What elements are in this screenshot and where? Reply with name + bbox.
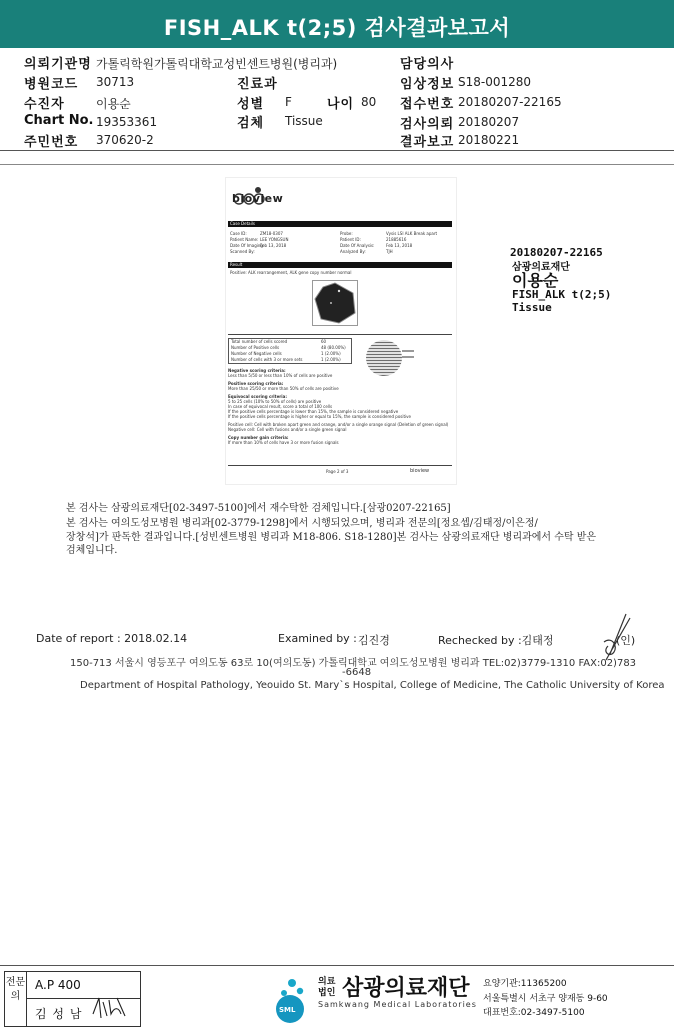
attending-label: 담당의사	[400, 57, 455, 72]
criteria-line: 5 to 25 cells (10% to 50% of cells) are positive	[228, 399, 322, 404]
criteria-line: Negative cell: Cell with fusions and/or a single green signal	[228, 427, 347, 432]
analyzed-by-value: TJH	[386, 249, 393, 254]
table-row-label: Number of Positive cells	[231, 345, 280, 350]
sml-logo	[270, 971, 310, 1023]
result-divider	[228, 334, 452, 335]
page-divider	[228, 465, 452, 466]
sticker-line3: 이용순	[512, 271, 559, 290]
criteria-line: Copy number gain criteria:	[228, 435, 289, 440]
patient-name-value: LEE YONGSUN	[260, 237, 289, 242]
criteria-line: More than 25/50 or more than 50% of cells are positive	[228, 386, 339, 391]
korean-text-line: 본 검사는 여의도성모병원 병리과[02-3779-1298]에서 시행되었으며, 병리과 전문의[정요셉/김태정/이은정/	[66, 518, 538, 529]
criteria-line: If more than 10% of cells have 3 or more fusion signals	[228, 440, 339, 445]
doctor-signature	[91, 994, 131, 1022]
rechecked-by: Rechecked by :김태정	[438, 634, 554, 647]
org-prefix-1: 의료	[318, 977, 336, 987]
specimen-value: Tissue	[285, 114, 323, 128]
patient-id-label: Patient ID:	[340, 237, 361, 242]
specialist-box	[4, 971, 141, 1027]
report-date-value: 20180221	[458, 133, 520, 147]
sticker-line4: FISH_ALK t(2;5)	[512, 288, 612, 301]
age-label: 나이	[327, 97, 355, 112]
specialist-label: 전문의	[5, 972, 27, 1026]
case-id-label: Case ID:	[230, 231, 247, 236]
table-row-label: Number of Negative cells	[231, 351, 282, 356]
org-prefix	[318, 977, 335, 999]
patient-name-label: Patient Name:	[230, 237, 259, 242]
table-row-value: 48 (80.00%)	[321, 345, 346, 350]
table-row-label: Number of cells with 3 or more sets	[231, 357, 303, 362]
criteria-line: Positive scoring criteria:	[228, 381, 284, 386]
clinical-info-label: 임상정보	[400, 77, 455, 92]
resident-no-value: 370620-2	[96, 133, 154, 147]
cell-image	[312, 280, 358, 326]
patient-value: 이용순	[96, 97, 131, 111]
korean-text-line: 검체입니다.	[66, 545, 118, 556]
sex-label: 성별	[237, 97, 265, 112]
age-value: 80	[361, 95, 377, 109]
examined-by-value: 김진경	[358, 634, 390, 647]
org-name-en: Samkwang Medical Laboratories	[318, 1000, 477, 1009]
table-row-value: 1 (2.00%)	[321, 351, 341, 356]
org-name: 삼광의료재단	[342, 976, 470, 1001]
korean-text-line: 장창석]가 판독한 결과입니다.[성빈센트병원 병리과 M18-806. S18-1280]본 검사는 삼광의료재단 병리과에서 수탁 받은	[66, 532, 597, 543]
criteria-line: Positive cell: Cell with broken apart green and orange, and/or a single orange signal (Deletion of green signal)	[228, 422, 449, 427]
criteria-line: Negative scoring criteria:	[228, 368, 286, 373]
criteria-line: If the positive cells percentage is lower than 15%, the sample is considered negative	[228, 409, 399, 414]
report-date-label: 결과보고	[400, 135, 455, 150]
imaging-date-label: Date Of Imaging:	[230, 243, 265, 248]
clinical-info-value: S18-001280	[458, 75, 532, 89]
org-address: 서울특별시 서초구 양재동 9-60	[483, 994, 608, 1004]
results-table	[228, 338, 352, 364]
criteria-line: Less than 5/50 or less than 10% of cells are positive	[228, 373, 333, 378]
address-line1: 150-713 서울시 영등포구 여의도동 63로 10(여의도동) 가톨릭대학교 여의도성모병원 병리과 TEL:02)3779-1310 FAX:02)783	[70, 658, 637, 669]
chart-no-value: 19353361	[96, 115, 158, 129]
cell-image-icon	[313, 281, 357, 325]
requesting-org-label: 의뢰기관명	[24, 57, 92, 72]
sticker-line5: Tissue	[512, 301, 552, 314]
org-phone: 대표번호:02-3497-5100	[483, 1008, 585, 1018]
bioview-logo	[230, 184, 290, 208]
criteria-line: In case of equivocal result, score a total of 100 cells	[228, 404, 333, 409]
probe-value: Vysis LSI ALK Break apart	[386, 231, 438, 236]
results-table-grid	[228, 338, 352, 364]
hospital-code-value: 30713	[96, 75, 135, 89]
result-text: Positive: ALK rearrangement, ALK gene copy number normal	[230, 270, 352, 275]
pie-legend	[402, 344, 442, 368]
korean-text-line: 본 검사는 삼광의료재단[02-3497-5100]에서 재수탁한 검체입니다.[삼광0207-22165]	[66, 503, 451, 514]
patient-id-value: 21885616	[386, 237, 407, 242]
page-text: Page 2 of 3	[326, 469, 349, 474]
analysis-date-label: Date Of Analysis:	[340, 243, 375, 248]
receipt-no-label: 접수번호	[400, 97, 455, 112]
table-row-label: Total number of cells scored	[231, 339, 288, 344]
bioview-logo-text: bioview	[232, 192, 284, 205]
examined-by-label: Examined by :	[278, 632, 357, 645]
criteria-line: Equivocal scoring criteria:	[228, 394, 287, 399]
result-title: Result	[230, 262, 243, 267]
requesting-org-value: 가톨릭학원가톨릭대학교성빈센트병원(병리과)	[96, 57, 338, 71]
table-row-value: 60	[321, 339, 327, 344]
bottom-bar	[0, 965, 674, 1036]
sml-logo-icon	[270, 971, 312, 1025]
case-details-title: Case Details	[230, 221, 255, 226]
doctor-name: 김 성 남	[35, 1007, 83, 1021]
seal-mark: (인)	[616, 634, 636, 647]
sex-value: F	[285, 95, 292, 109]
case-details-bar	[228, 221, 452, 227]
analyzed-by-label: Analyzed By:	[340, 249, 366, 254]
sticker-line1: 20180207-22165	[510, 246, 603, 259]
license-number: A.P 400	[35, 978, 81, 992]
chart-no-label: Chart No.	[24, 113, 94, 128]
analysis-date-value: Feb 13, 2018	[386, 243, 413, 248]
bottom-divider	[0, 965, 674, 966]
report-title: FISH_ALK t(2;5) 검사결과보고서	[0, 0, 674, 48]
scanned-by-label: Scanned By:	[230, 249, 255, 254]
pie-chart-image	[366, 340, 402, 376]
department-line: Department of Hospital Pathology, Yeouido St. Mary`s Hospital, College of Medicine, The Catholic University of Korea	[80, 680, 665, 691]
license-info: 요양기관:11365200	[483, 979, 567, 989]
org-prefix-2: 법인	[318, 988, 336, 998]
criteria-line: If the positive cells percentage is higher or equal to 15%, the sample is considered positive	[228, 414, 411, 419]
hospital-code-label: 병원코드	[24, 77, 79, 92]
request-date-label: 검사의뢰	[400, 117, 455, 132]
sml-logo-text: SML	[279, 1006, 296, 1014]
department-label: 진료과	[237, 77, 278, 92]
sticker-line2: 삼광의료재단	[512, 262, 570, 273]
bioview-report	[226, 178, 456, 484]
resident-no-label: 주민번호	[24, 135, 79, 150]
imaging-date-value: Feb 13, 2018	[260, 243, 287, 248]
probe-label: Probe:	[340, 231, 353, 236]
result-bar	[228, 262, 452, 268]
page-logo-text: bioview	[410, 468, 430, 474]
address-line2: -6648	[342, 667, 372, 678]
header-divider	[0, 150, 674, 151]
header-info	[0, 48, 674, 164]
patient-label: 수진자	[24, 97, 65, 112]
specimen-label: 검체	[237, 116, 265, 131]
receipt-no-value: 20180207-22165	[458, 95, 562, 109]
case-id-value: ZM18-0307	[260, 231, 283, 236]
table-row-value: 1 (2.00%)	[321, 357, 341, 362]
date-of-report: Date of report : 2018.02.14	[36, 632, 188, 645]
request-date-value: 20180207	[458, 115, 520, 129]
